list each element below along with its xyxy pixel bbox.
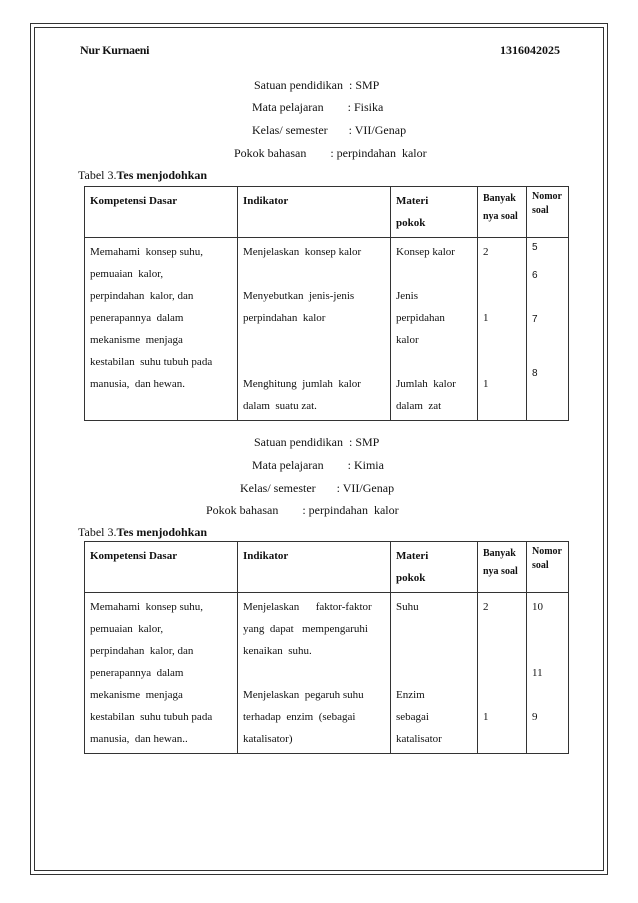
header-materi: Materi pokok bbox=[391, 187, 478, 238]
kd-line: manusia, dan hewan.. bbox=[90, 733, 188, 745]
mat-line bbox=[396, 662, 472, 684]
meta-satuan-2: Satuan pendidikan : SMP bbox=[254, 435, 380, 449]
ban-line: 1 bbox=[483, 711, 489, 723]
table-caption-2: Tabel 3.Tes menjodohkan bbox=[78, 525, 208, 539]
mat-line bbox=[396, 618, 472, 640]
cell-materi bbox=[391, 593, 478, 754]
cell-nomor bbox=[527, 238, 569, 421]
mat-line: Konsep kalor bbox=[396, 246, 455, 258]
kd-line: kestabilan suhu tubuh pada bbox=[90, 711, 213, 723]
kd-line: penerapannya dalam bbox=[90, 667, 184, 679]
meta-pokok-1: Pokok bahasan : perpindahan kalor bbox=[234, 146, 427, 160]
kd-line: perpindahan kalor, dan bbox=[90, 290, 194, 302]
student-id: 1316042025 bbox=[500, 43, 560, 57]
mat-line: Suhu bbox=[396, 601, 419, 613]
kd-line: pemuaian kalor, bbox=[90, 268, 164, 280]
mat-line bbox=[396, 640, 472, 662]
nom-line: 9 bbox=[532, 711, 538, 723]
ban-line bbox=[483, 285, 521, 307]
kd-line: pemuaian kalor, bbox=[90, 623, 164, 635]
ind-line bbox=[243, 351, 385, 373]
meta-mapel-2: Mata pelajaran : Kimia bbox=[252, 458, 384, 472]
ind-line: terhadap enzim (sebagai bbox=[243, 711, 356, 723]
ban-line bbox=[483, 351, 521, 373]
ind-line: dalam suatu zat. bbox=[243, 400, 317, 412]
ind-line: Menyebutkan jenis-jenis bbox=[243, 290, 355, 302]
nom-line: 5 bbox=[532, 242, 538, 253]
table-caption-1: Tabel 3.Tes menjodohkan bbox=[78, 168, 208, 182]
table-row bbox=[85, 238, 569, 421]
ind-line bbox=[243, 662, 385, 684]
ban-line bbox=[483, 684, 521, 706]
header-indikator: Indikator bbox=[238, 542, 391, 593]
header-banyak: Banyak nya soal bbox=[478, 542, 527, 593]
nom-line bbox=[532, 640, 563, 662]
nom-line: 10 bbox=[532, 601, 543, 613]
cell-nomor bbox=[527, 593, 569, 754]
ind-line: Menjelaskan konsep kalor bbox=[243, 246, 362, 258]
meta-kelas-1: Kelas/ semester : VII/Genap bbox=[252, 123, 407, 137]
ban-line: 2 bbox=[483, 246, 489, 258]
ban-line: 1 bbox=[483, 312, 489, 324]
header-materi: Materi pokok bbox=[391, 542, 478, 593]
nom-line: 11 bbox=[532, 667, 543, 679]
ind-line: yang dapat mempengaruhi bbox=[243, 623, 368, 635]
ind-line: Menjelaskan faktor-faktor bbox=[243, 601, 372, 613]
kd-line: Memahami konsep suhu, bbox=[90, 246, 204, 258]
cell-kompetensi bbox=[85, 593, 238, 754]
mat-line: Jenis bbox=[396, 290, 418, 302]
meta-satuan-1: Satuan pendidikan : SMP bbox=[254, 78, 380, 92]
ban-line: 1 bbox=[483, 378, 489, 390]
ind-line: Menjelaskan pegaruh suhu bbox=[243, 689, 364, 701]
nom-line bbox=[532, 684, 563, 706]
ban-line: 2 bbox=[483, 601, 489, 613]
ind-line bbox=[243, 329, 385, 351]
kd-line: Memahami konsep suhu, bbox=[90, 601, 204, 613]
header-banyak: Banyak nya soal bbox=[478, 187, 527, 238]
meta-pokok-2: Pokok bahasan : perpindahan kalor bbox=[206, 503, 399, 517]
header-kompetensi: Kompetensi Dasar bbox=[85, 187, 238, 238]
ban-line bbox=[483, 640, 521, 662]
header-kompetensi: Kompetensi Dasar bbox=[85, 542, 238, 593]
kd-line: kestabilan suhu tubuh pada bbox=[90, 356, 213, 368]
matching-test-table-fisika bbox=[84, 186, 569, 421]
mat-line bbox=[396, 263, 472, 285]
table-header-row bbox=[85, 542, 569, 593]
ind-line: Menghitung jumlah kalor bbox=[243, 378, 361, 390]
mat-line: dalam zat bbox=[396, 400, 442, 412]
kd-line: manusia, dan hewan. bbox=[90, 378, 185, 390]
meta-kelas-2: Kelas/ semester : VII/Genap bbox=[240, 481, 395, 495]
ind-line: katalisator) bbox=[243, 733, 293, 745]
author-name: Nur Kurnaeni bbox=[80, 43, 150, 57]
cell-indikator bbox=[238, 238, 391, 421]
ban-line bbox=[483, 329, 521, 351]
cell-banyak bbox=[478, 593, 527, 754]
kd-line: perpindahan kalor, dan bbox=[90, 645, 194, 657]
meta-mapel-1: Mata pelajaran : Fisika bbox=[252, 100, 384, 114]
matching-test-table-kimia bbox=[84, 541, 569, 754]
cell-banyak bbox=[478, 238, 527, 421]
kd-line: penerapannya dalam bbox=[90, 312, 184, 324]
table-row bbox=[85, 593, 569, 754]
cell-indikator bbox=[238, 593, 391, 754]
ban-line bbox=[483, 618, 521, 640]
header-indikator: Indikator bbox=[238, 187, 391, 238]
nom-line bbox=[532, 618, 563, 640]
ind-line: perpindahan kalor bbox=[243, 312, 326, 324]
mat-line: Enzim bbox=[396, 689, 425, 701]
table-header-row bbox=[85, 187, 569, 238]
ind-line bbox=[243, 263, 385, 285]
nom-line: 6 bbox=[532, 270, 538, 281]
header-nomor: Nomor soal bbox=[527, 542, 569, 593]
mat-line: kalor bbox=[396, 334, 419, 346]
nom-line: 7 bbox=[532, 314, 538, 325]
kd-line: mekanisme menjaga bbox=[90, 334, 183, 346]
mat-line: perpidahan bbox=[396, 312, 445, 324]
mat-line bbox=[396, 351, 472, 373]
ban-line bbox=[483, 263, 521, 285]
mat-line: Jumlah kalor bbox=[396, 378, 456, 390]
mat-line: katalisator bbox=[396, 733, 442, 745]
header-nomor: Nomor soal bbox=[527, 187, 569, 238]
mat-line: sebagai bbox=[396, 711, 429, 723]
kd-line: mekanisme menjaga bbox=[90, 689, 183, 701]
nom-line: 8 bbox=[532, 368, 538, 379]
cell-kompetensi bbox=[85, 238, 238, 421]
ban-line bbox=[483, 662, 521, 684]
cell-materi bbox=[391, 238, 478, 421]
ind-line: kenaikan suhu. bbox=[243, 645, 312, 657]
